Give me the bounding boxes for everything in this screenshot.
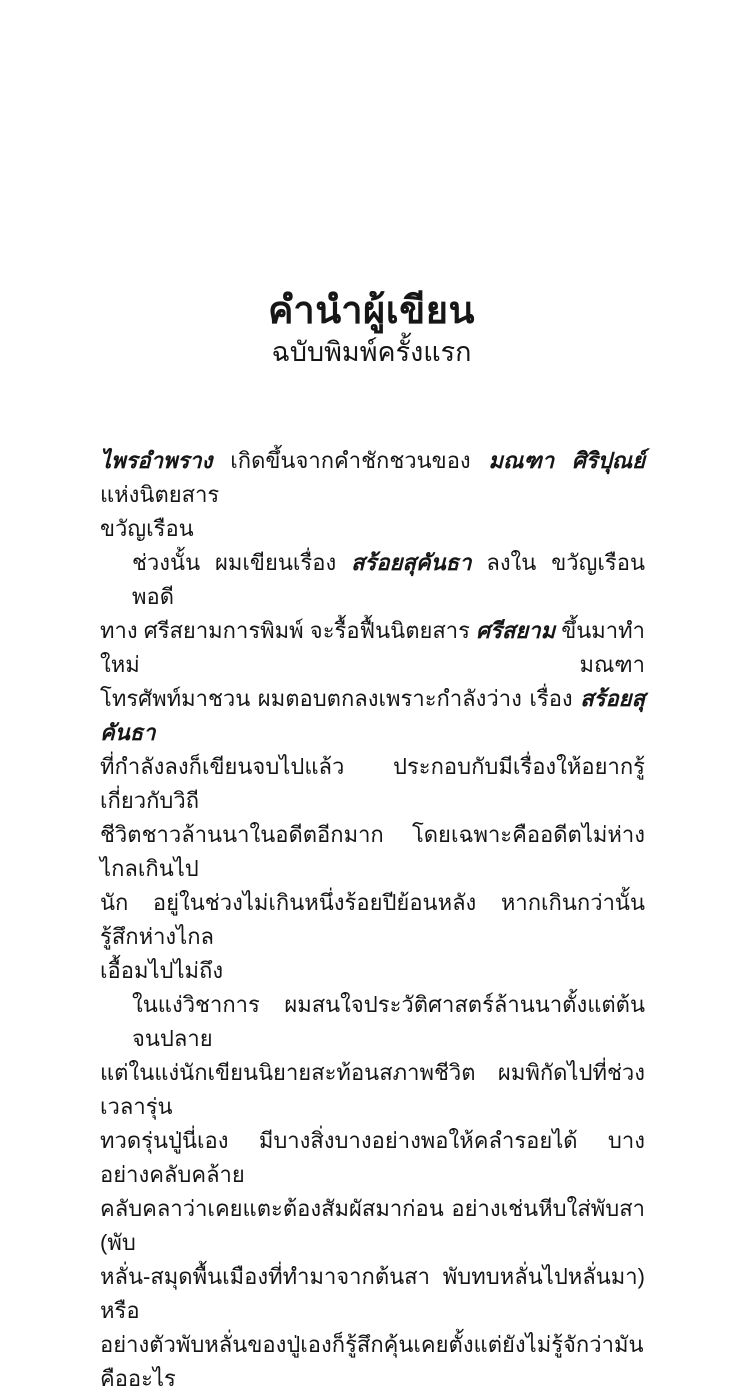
- novel-title-emphasis: สร้อยสุคันธา: [100, 686, 645, 745]
- text-segment: เกิดขึ้นจากคำชักชวนของ: [212, 448, 489, 473]
- text-segment: ขึ้นมาทำใหม่ มณฑา: [100, 618, 645, 677]
- paragraph-3: [100, 988, 645, 1396]
- paragraph-2: [100, 546, 645, 988]
- text-line: [100, 750, 645, 818]
- text-segment: นัก อยู่ในช่วงไม่เกินหนึ่งร้อยปีย้อนหลัง หากเกินกว่านั้นรู้สึกห่างไกล: [100, 890, 645, 949]
- text-line: [100, 444, 645, 512]
- text-line: [100, 546, 645, 614]
- text-segment: ชีวิตชาวล้านนาในอดีตอีกมาก โดยเฉพาะคืออดีตไม่ห่างไกลเกินไป: [100, 822, 645, 881]
- preface-header: [0, 0, 743, 372]
- novel-title-emphasis: สร้อยสุคันธา: [351, 550, 472, 575]
- text-line: [100, 1328, 645, 1396]
- text-line: [100, 988, 645, 1056]
- text-segment: ในแง่วิชาการ ผมสนใจประวัติศาสตร์ล้านนาตั้งแต่ต้นจนปลาย: [132, 992, 645, 1051]
- magazine-name: ขวัญเรือน: [100, 516, 194, 541]
- text-line: [100, 1124, 645, 1192]
- text-line: [100, 886, 645, 954]
- person-name-emphasis: มณฑา ศิริปุณย์: [488, 448, 645, 473]
- text-segment: หลั่น-สมุดพื้นเมืองที่ทำมาจากต้นสา พับทบหลั่นไปหลั่นมา) หรือ: [100, 1264, 645, 1323]
- magazine-name-emphasis: ศรีสยาม: [476, 618, 556, 643]
- novel-title-emphasis: ไพรอำพราง: [100, 448, 213, 473]
- preface-title: คำนำผู้เขียน: [267, 290, 476, 332]
- text-segment: คลับคลาว่าเคยแตะต้องสัมผัสมาก่อน อย่างเช่นหีบใส่พับสา (พับ: [100, 1196, 645, 1255]
- preface-body: [100, 444, 645, 1396]
- text-line: [100, 1192, 645, 1260]
- text-segment: โทรศัพท์มาชวน ผมตอบตกลงเพราะกำลังว่าง เรื่อง: [100, 686, 581, 711]
- text-segment: ที่กำลังลงก็เขียนจบไปแล้ว ประกอบกับมีเรื่องให้อยากรู้เกี่ยวกับวิถี: [100, 754, 645, 813]
- text-line: [100, 682, 645, 750]
- text-segment: อย่างตัวพับหลั่นของปู่เองก็รู้สึกคุ้นเคยตั้งแต่ยังไม่รู้จักว่ามันคืออะไร: [100, 1332, 644, 1391]
- paragraph-1: [100, 444, 645, 546]
- text-line: [100, 1260, 645, 1328]
- text-segment: แห่งนิตยสาร: [100, 482, 220, 507]
- text-line: [100, 512, 645, 546]
- text-segment: ทวดรุ่นปู่นี่เอง มีบางสิ่งบางอย่างพอให้คลำรอยได้ บางอย่างคลับคล้าย: [100, 1128, 645, 1187]
- text-line: [100, 818, 645, 886]
- text-line: [100, 614, 645, 682]
- text-line: [100, 954, 645, 988]
- text-segment: เอื้อมไปไม่ถึง: [100, 958, 224, 983]
- edition-subtitle: ฉบับพิมพ์ครั้งแรก: [271, 337, 472, 367]
- text-segment: ช่วงนั้น ผมเขียนเรื่อง: [132, 550, 352, 575]
- text-segment: ลงใน ขวัญเรือน พอดี: [132, 550, 645, 609]
- text-segment: ทาง ศรีสยามการพิมพ์ จะรื้อฟื้นนิตยสาร: [100, 618, 477, 643]
- text-line: [100, 1056, 645, 1124]
- text-segment: แต่ในแง่นักเขียนนิยายสะท้อนสภาพชีวิต ผมพิกัดไปที่ช่วงเวลารุ่น: [100, 1060, 645, 1119]
